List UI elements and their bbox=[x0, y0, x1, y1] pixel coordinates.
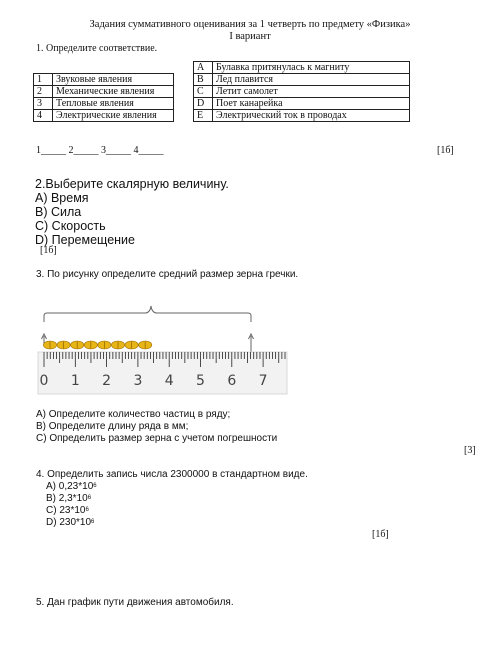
q4-option-b bbox=[46, 493, 91, 505]
buckwheat-grains bbox=[43, 341, 151, 349]
ruler-label: 7 bbox=[258, 373, 268, 389]
q2-option-b: B) Сила bbox=[35, 205, 82, 219]
phenomenon-text: Звуковые явления bbox=[53, 74, 174, 86]
phenomenon-row bbox=[34, 98, 174, 110]
phenomenon-number: 1 bbox=[34, 74, 53, 86]
phenomenon-row bbox=[34, 86, 174, 98]
example-text: Летит самолет bbox=[213, 86, 410, 98]
phenomenon-number: 2 bbox=[34, 86, 53, 98]
variant-label: I вариант bbox=[229, 31, 271, 42]
ruler-label: 0 bbox=[39, 373, 49, 389]
q2-prompt: 2.Выберите скалярную величину. bbox=[35, 177, 229, 191]
q1-phenomena-table bbox=[33, 73, 174, 122]
q3-task-a: А) Определите количество частиц в ряду; bbox=[36, 409, 231, 420]
ruler-label: 2 bbox=[102, 373, 112, 389]
q2-score: [1б] bbox=[40, 245, 57, 256]
ruler-label: 5 bbox=[196, 373, 205, 389]
example-letter: E bbox=[194, 110, 213, 122]
example-letter: C bbox=[194, 86, 213, 98]
example-row bbox=[194, 98, 410, 110]
q4-option-b-exp: 6 bbox=[87, 495, 92, 501]
q4-option-a-exp: 6 bbox=[93, 483, 97, 489]
measure-brace bbox=[44, 306, 251, 322]
ruler-label: 6 bbox=[227, 373, 237, 389]
q4-option-d-exp: 6 bbox=[91, 519, 95, 525]
q4-option-d-base: D) 230*10 bbox=[46, 517, 92, 528]
q4-option-c bbox=[46, 505, 89, 517]
phenomenon-row bbox=[34, 74, 174, 86]
q4-prompt: 4. Определить запись числа 2300000 в стандартном виде. bbox=[36, 469, 308, 480]
phenomenon-row bbox=[34, 110, 174, 122]
q1-prompt: 1. Определите соответствие. bbox=[36, 43, 158, 54]
q1-answer-line: 1_____ 2_____ 3_____ 4_____ bbox=[36, 145, 164, 156]
example-text: Булавка притянулась к магниту bbox=[213, 62, 410, 74]
q1-score: [1б] bbox=[437, 145, 454, 156]
ruler-label: 1 bbox=[70, 373, 80, 389]
page-title: Задания суммативного оценивания за 1 четверть по предмету «Физика» bbox=[89, 19, 411, 30]
q2-option-d: D) Перемещение bbox=[35, 233, 135, 247]
q4-option-a bbox=[46, 481, 97, 493]
phenomenon-text: Электрические явления bbox=[53, 110, 174, 122]
example-row bbox=[194, 74, 410, 86]
q3-task-b: В) Определите длину ряда в мм; bbox=[36, 421, 189, 432]
q3-score: [3] bbox=[464, 445, 476, 456]
ruler-label: 4 bbox=[164, 373, 174, 389]
phenomenon-number: 4 bbox=[34, 110, 53, 122]
example-letter: B bbox=[194, 74, 213, 86]
q2-option-c: C) Скорость bbox=[35, 219, 106, 233]
phenomenon-number: 3 bbox=[34, 98, 53, 110]
ruler-label: 3 bbox=[133, 373, 143, 389]
q4-option-c-base: C) 23*10 bbox=[46, 505, 86, 516]
example-text: Электрический ток в проводах bbox=[213, 110, 410, 122]
example-letter: D bbox=[194, 98, 213, 110]
q4-option-a-base: A) 0,23*10 bbox=[46, 481, 94, 492]
example-text: Поет канарейка bbox=[213, 98, 410, 110]
q3-prompt: 3. По рисунку определите средний размер зерна гречки. bbox=[36, 269, 299, 280]
buckwheat-ruler-figure bbox=[30, 300, 300, 400]
example-letter: A bbox=[194, 62, 213, 74]
q4-score: [1б] bbox=[372, 529, 389, 540]
phenomenon-text: Тепловые явления bbox=[53, 98, 174, 110]
example-row bbox=[194, 86, 410, 98]
q4-option-b-base: B) 2,3*10 bbox=[46, 493, 88, 504]
example-row bbox=[194, 110, 410, 122]
q5-prompt: 5. Дан график пути движения автомобиля. bbox=[36, 597, 234, 608]
q3-task-c: С) Определить размер зерна с учетом погрешности bbox=[36, 433, 278, 444]
example-text: Лед плавится bbox=[213, 74, 410, 86]
q2-option-a: A) Время bbox=[35, 191, 89, 205]
phenomenon-text: Механические явления bbox=[53, 86, 174, 98]
example-row bbox=[194, 62, 410, 74]
q1-examples-table bbox=[193, 61, 410, 122]
q4-option-c-exp: 6 bbox=[85, 507, 89, 513]
q4-option-d bbox=[46, 517, 94, 529]
